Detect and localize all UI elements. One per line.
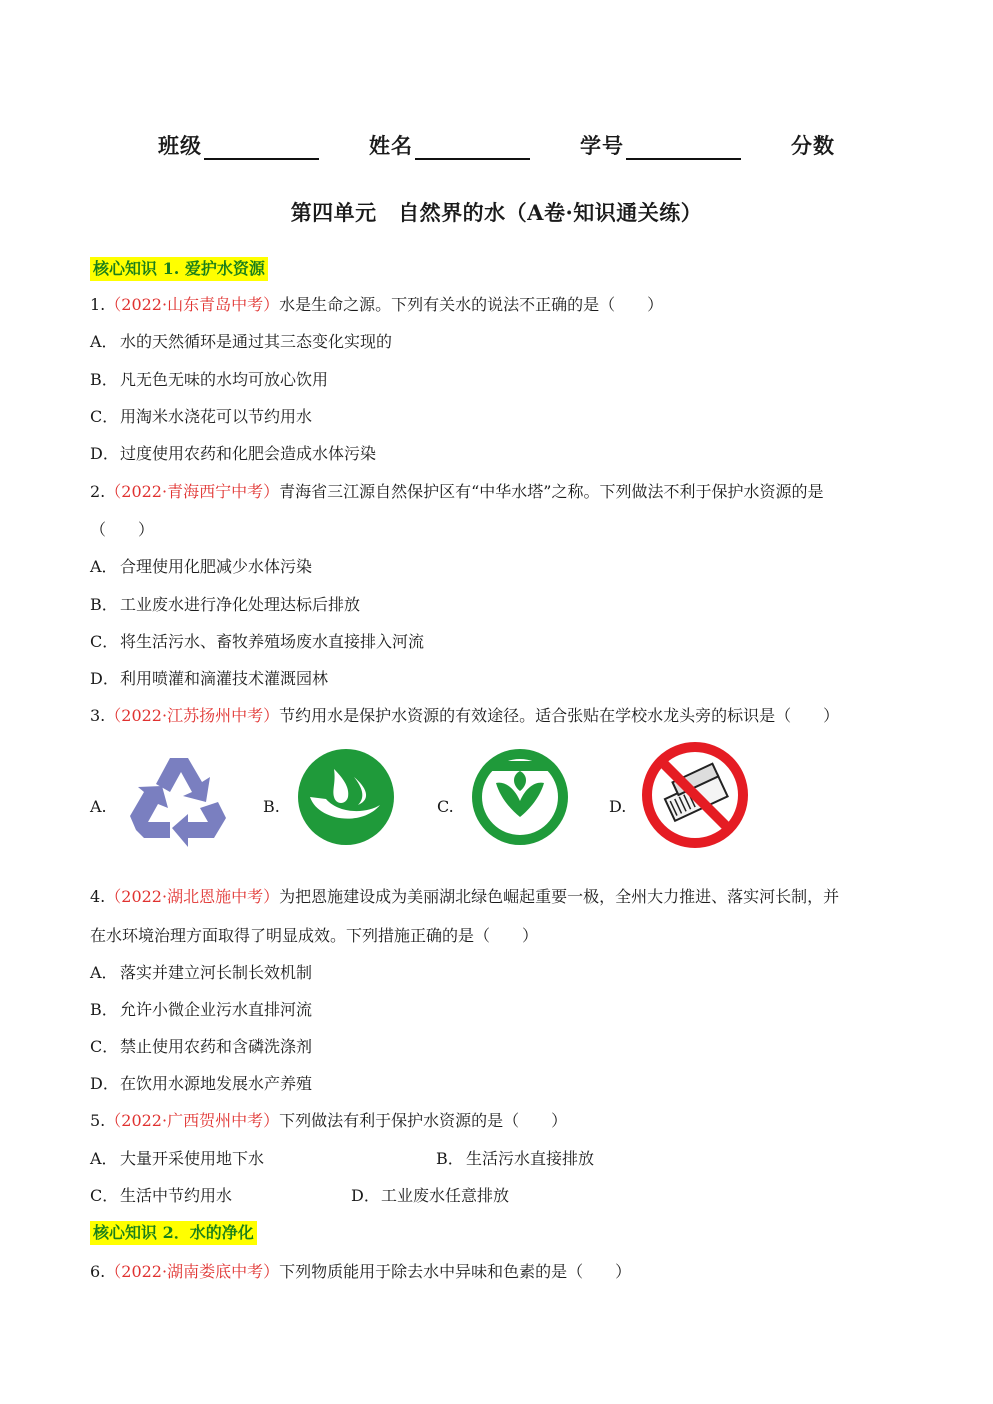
q2-number: 2. bbox=[90, 482, 106, 501]
green-food-icon[interactable] bbox=[470, 747, 570, 847]
recycle-icon[interactable] bbox=[126, 750, 230, 850]
question-3 bbox=[90, 706, 839, 726]
id-label: 学号 bbox=[580, 133, 624, 158]
q5-option-c[interactable]: C． 生活中节约用水 bbox=[90, 1186, 233, 1205]
q5-source: （2022·广西贺州中考） bbox=[105, 1111, 280, 1130]
q6-source: （2022·湖南娄底中考） bbox=[105, 1262, 280, 1281]
section-heading-1: 核心知识 1. 爱护水资源 bbox=[90, 257, 268, 281]
q5-number: 5. bbox=[90, 1111, 106, 1130]
q2-source: （2022·青海西宁中考） bbox=[105, 482, 280, 501]
q6-stem: 下列物质能用于除去水中异味和色素的是（ ） bbox=[279, 1262, 632, 1281]
q6-number: 6. bbox=[90, 1262, 106, 1281]
q2-stem: 青海省三江源自然保护区有“中华水塔”之称。下列做法不利于保护水资源的是 bbox=[279, 482, 824, 501]
q4-number: 4. bbox=[90, 887, 106, 906]
q3-label-d: D. bbox=[609, 797, 627, 816]
water-saving-icon[interactable] bbox=[296, 747, 396, 847]
no-fire-icon[interactable] bbox=[640, 740, 750, 850]
q2-option-b[interactable]: B． 工业废水进行净化处理达标后排放 bbox=[90, 595, 361, 614]
q4-stem-continued: 在水环境治理方面取得了明显成效。下列措施正确的是（ ） bbox=[90, 926, 539, 945]
page-title: 第四单元 自然界的水（A卷·知识通关练） bbox=[290, 200, 703, 225]
q5-stem: 下列做法有利于保护水资源的是（ ） bbox=[279, 1111, 568, 1130]
section-heading-2: 核心知识 2．水的净化 bbox=[90, 1221, 257, 1245]
q3-sign-options bbox=[90, 745, 910, 855]
class-field bbox=[158, 130, 319, 160]
q4-option-b[interactable]: B． 允许小微企业污水直排河流 bbox=[90, 1000, 313, 1019]
question-2 bbox=[90, 482, 823, 502]
score-label: 分数 bbox=[791, 133, 835, 158]
class-label: 班级 bbox=[158, 133, 202, 158]
q2-stem-continued: （ ） bbox=[90, 520, 155, 539]
q3-source: （2022·江苏扬州中考） bbox=[105, 706, 280, 725]
question-6 bbox=[90, 1262, 631, 1282]
q2-option-a[interactable]: A． 合理使用化肥减少水体污染 bbox=[90, 557, 313, 576]
q3-label-b: B. bbox=[263, 797, 280, 816]
q4-option-d[interactable]: D．在饮用水源地发展水产养殖 bbox=[90, 1074, 313, 1093]
q4-option-c[interactable]: C． 禁止使用农药和含磷洗涤剂 bbox=[90, 1037, 313, 1056]
q4-option-a[interactable]: A． 落实并建立河长制长效机制 bbox=[90, 963, 313, 982]
q3-label-c: C. bbox=[437, 797, 454, 816]
class-blank[interactable] bbox=[204, 136, 319, 160]
id-blank[interactable] bbox=[626, 136, 741, 160]
q5-option-d[interactable]: D．工业废水任意排放 bbox=[351, 1186, 510, 1205]
q1-option-d[interactable]: D．过度使用农药和化肥会造成水体污染 bbox=[90, 444, 377, 463]
q4-source: （2022·湖北恩施中考） bbox=[105, 887, 280, 906]
q5-option-b[interactable]: B． 生活污水直接排放 bbox=[436, 1149, 595, 1168]
q5-option-a[interactable]: A． 大量开采使用地下水 bbox=[90, 1149, 265, 1168]
name-field bbox=[369, 130, 530, 160]
q2-option-d[interactable]: D．利用喷灌和滴灌技术灌溉园林 bbox=[90, 669, 329, 688]
q4-stem: 为把恩施建设成为美丽湖北绿色崛起重要一极，全州大力推进、落实河长制，并 bbox=[279, 887, 840, 906]
q1-option-c[interactable]: C． 用淘米水浇花可以节约用水 bbox=[90, 407, 313, 426]
q1-source: （2022·山东青岛中考） bbox=[105, 295, 280, 314]
q3-number: 3. bbox=[90, 706, 106, 725]
q1-option-b[interactable]: B． 凡无色无味的水均可放心饮用 bbox=[90, 370, 329, 389]
score-field bbox=[791, 130, 835, 160]
q3-label-a: A. bbox=[90, 797, 107, 816]
name-label: 姓名 bbox=[369, 133, 413, 158]
q1-stem: 水是生命之源。下列有关水的说法不正确的是（ ） bbox=[279, 295, 664, 314]
q3-stem: 节约用水是保护水资源的有效途径。适合张贴在学校水龙头旁的标识是（ ） bbox=[279, 706, 840, 725]
q2-option-c[interactable]: C． 将生活污水、畜牧养殖场废水直接排入河流 bbox=[90, 632, 425, 651]
question-5 bbox=[90, 1111, 567, 1131]
q1-number: 1. bbox=[90, 295, 106, 314]
id-field bbox=[580, 130, 741, 160]
q1-option-a[interactable]: A． 水的天然循环是通过其三态变化实现的 bbox=[90, 332, 393, 351]
question-4 bbox=[90, 887, 839, 907]
student-info-row bbox=[0, 130, 993, 160]
question-1 bbox=[90, 295, 663, 315]
name-blank[interactable] bbox=[415, 136, 530, 160]
